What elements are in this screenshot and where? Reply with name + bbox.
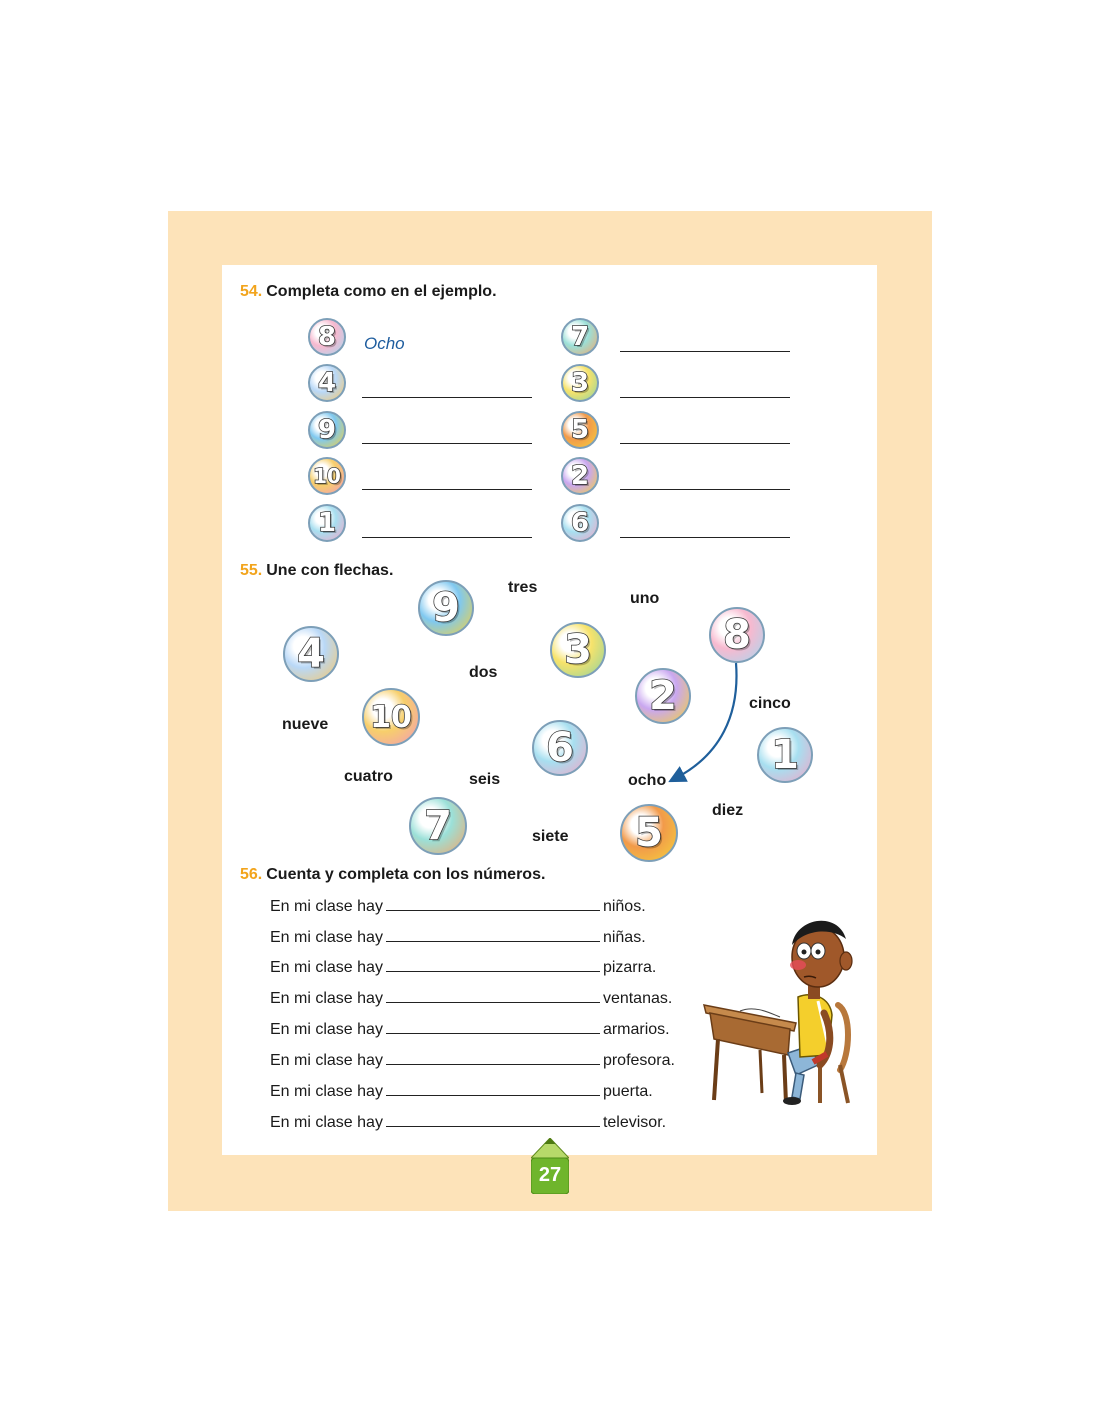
- example-arrow: [660, 655, 750, 790]
- number-word[interactable]: siete: [532, 828, 569, 845]
- number-ball: 9: [308, 411, 346, 449]
- number-ball: 5: [561, 411, 599, 449]
- page-number: 27: [538, 1164, 562, 1186]
- number-ball[interactable]: 6: [532, 720, 588, 776]
- page-number-tab: [531, 1138, 569, 1194]
- number-word[interactable]: ocho: [628, 772, 667, 789]
- number-ball[interactable]: 7: [409, 797, 467, 855]
- exercise-number: 54.: [240, 283, 263, 300]
- number-ball: 4: [308, 364, 346, 402]
- sentence-row: En mi clase hay niñas.: [270, 929, 646, 946]
- number-ball: 6: [561, 504, 599, 542]
- answer-line[interactable]: [620, 537, 790, 538]
- answer-line[interactable]: [386, 1114, 600, 1127]
- number-word[interactable]: cuatro: [344, 768, 393, 785]
- sentence-row: En mi clase hay televisor.: [270, 1114, 667, 1131]
- answer-line[interactable]: [386, 959, 600, 972]
- sentence-row: En mi clase hay pizarra.: [270, 959, 657, 976]
- exercise-title: Cuenta y completa con los números.: [266, 866, 546, 883]
- number-ball[interactable]: 10: [362, 688, 420, 746]
- answer-line[interactable]: [386, 1052, 600, 1065]
- number-ball[interactable]: 3: [550, 622, 606, 678]
- exercise-number: 55.: [240, 562, 263, 579]
- answer-line[interactable]: [386, 990, 600, 1003]
- exercise-54-heading: [240, 283, 497, 301]
- sentence-row: En mi clase hay profesora.: [270, 1052, 675, 1069]
- answer-line[interactable]: [620, 443, 790, 444]
- exercise-55-heading: [240, 562, 393, 580]
- answer-line[interactable]: [386, 1083, 600, 1096]
- answer-line[interactable]: [362, 397, 532, 398]
- number-ball[interactable]: 1: [757, 727, 813, 783]
- exercise-56-heading: [240, 866, 545, 884]
- number-word[interactable]: dos: [469, 664, 498, 681]
- number-ball: 7: [561, 318, 599, 356]
- answer-line[interactable]: [386, 898, 600, 911]
- exercise-title: Completa como en el ejemplo.: [266, 283, 497, 300]
- answer-line[interactable]: [386, 1021, 600, 1034]
- boy-at-desk-illustration: [700, 905, 860, 1110]
- number-ball[interactable]: 9: [418, 580, 474, 636]
- answer-line[interactable]: [620, 351, 790, 352]
- number-ball: 8: [308, 318, 346, 356]
- number-ball[interactable]: 4: [283, 626, 339, 682]
- sentence-row: En mi clase hay armarios.: [270, 1021, 670, 1038]
- number-word[interactable]: diez: [712, 802, 744, 819]
- number-ball: 2: [561, 457, 599, 495]
- number-ball[interactable]: 8: [709, 607, 765, 663]
- answer-line[interactable]: [620, 489, 790, 490]
- exercise-number: 56.: [240, 866, 263, 883]
- answer-line[interactable]: [362, 443, 532, 444]
- number-word[interactable]: cinco: [749, 695, 791, 712]
- answer-line[interactable]: [386, 929, 600, 942]
- answer-line[interactable]: [620, 397, 790, 398]
- number-ball[interactable]: 2: [635, 668, 691, 724]
- number-ball: 1: [308, 504, 346, 542]
- number-word[interactable]: uno: [630, 590, 660, 607]
- answer-line[interactable]: [362, 537, 532, 538]
- sentence-row: En mi clase hay ventanas.: [270, 990, 673, 1007]
- sentence-row: En mi clase hay puerta.: [270, 1083, 653, 1100]
- sentence-row: En mi clase hay niños.: [270, 898, 646, 915]
- number-ball[interactable]: 5: [620, 804, 678, 862]
- exercise-title: Une con flechas.: [266, 562, 394, 579]
- number-word[interactable]: seis: [469, 771, 501, 788]
- answer-line[interactable]: [362, 489, 532, 490]
- example-answer: Ocho: [364, 334, 405, 353]
- number-ball: 3: [561, 364, 599, 402]
- number-word[interactable]: nueve: [282, 716, 329, 733]
- number-ball: 10: [308, 457, 346, 495]
- number-word[interactable]: tres: [508, 579, 538, 596]
